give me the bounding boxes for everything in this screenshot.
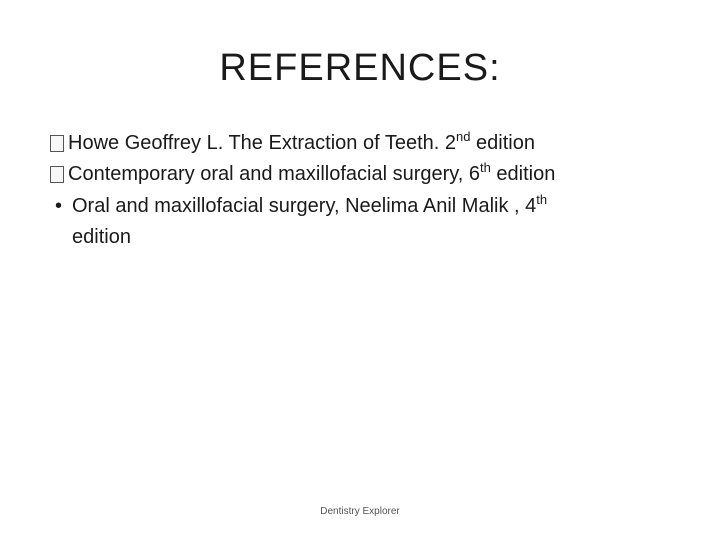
reference-continuation: edition: [72, 226, 131, 248]
reference-item: [50, 191, 690, 253]
reference-item: [50, 128, 690, 159]
reference-text: Contemporary oral and maxillofacial surgery, 6: [68, 163, 481, 185]
reference-superscript: th: [536, 192, 548, 207]
reference-text: Oral and maxillofacial surgery, Neelima Anil Malik , 4: [72, 195, 537, 217]
bullet-icon: •: [55, 195, 63, 217]
slide-title: REFERENCES:: [219, 47, 501, 89]
reference-text: Howe Geoffrey L. The Extraction of Teeth. 2: [68, 132, 456, 154]
reference-tail: edition: [490, 163, 556, 185]
reference-superscript: th: [480, 160, 491, 175]
reference-list: [50, 128, 690, 253]
reference-item: [50, 159, 690, 190]
box-icon: [50, 166, 64, 183]
footer-text: Dentistry Explorer: [320, 506, 400, 517]
box-icon: [50, 135, 64, 152]
reference-superscript: nd: [456, 129, 471, 144]
reference-tail: edition: [470, 132, 535, 154]
